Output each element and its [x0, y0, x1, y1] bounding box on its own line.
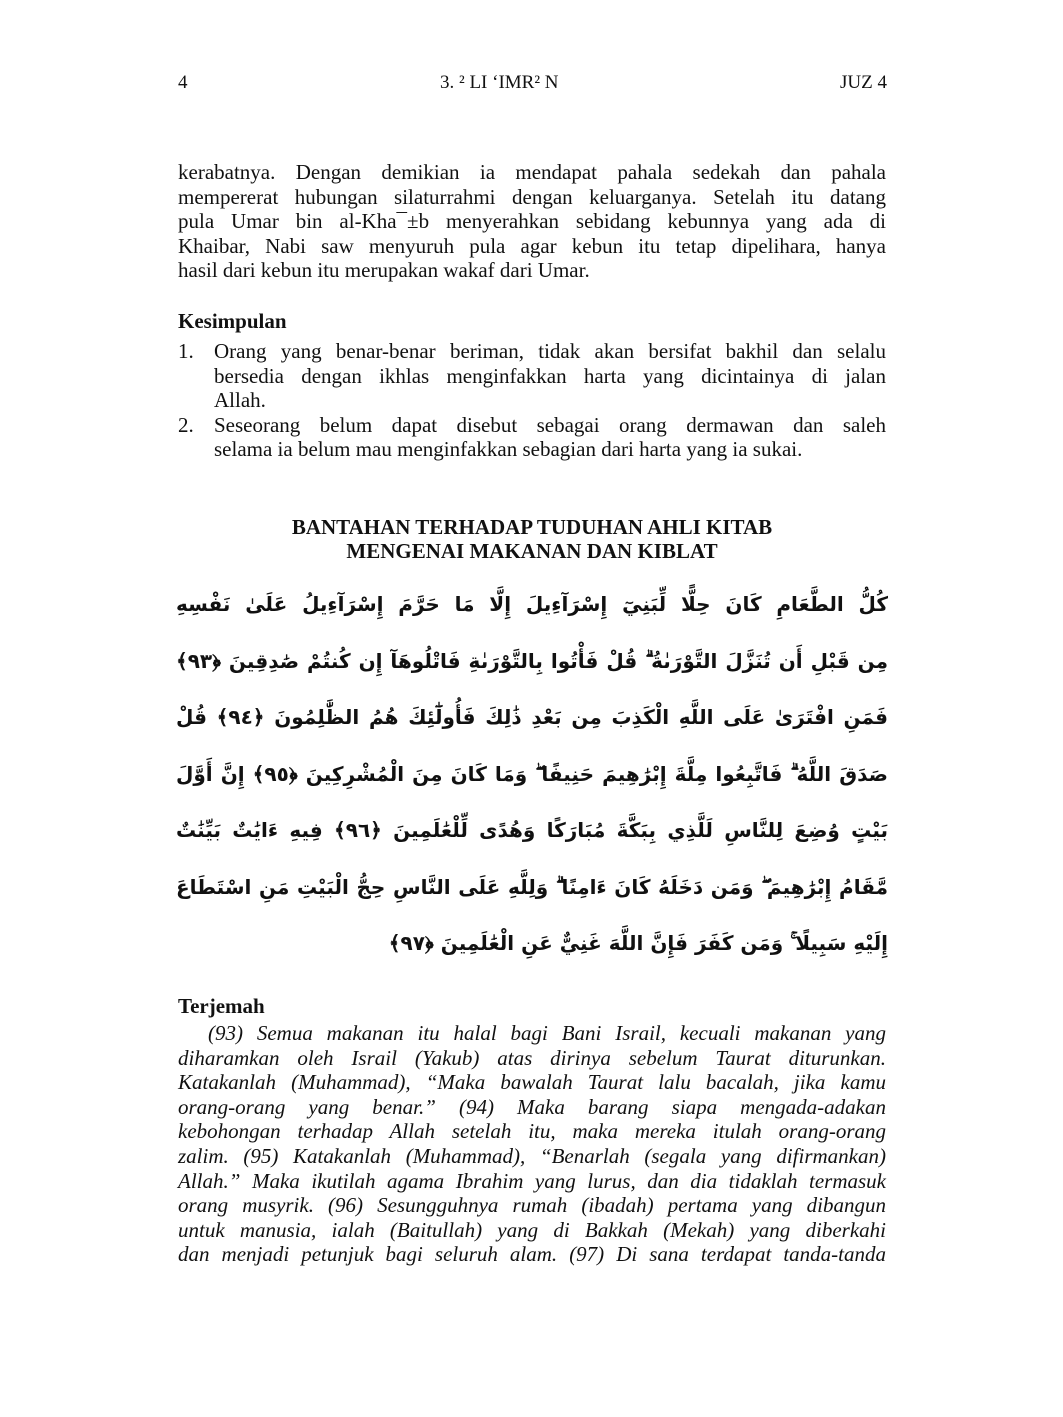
text-line: orang-orang yang benar.” (94) Maka barang siapa mengada-adakan — [178, 1094, 886, 1119]
list-number: 1. — [178, 339, 194, 363]
arabic-line: صَدَقَ اللَّهُ ۗ فَاتَّبِعُوا مِلَّةَ إِبْرَٰهِيمَ حَنِيفًا ۖ وَمَا كَانَ مِنَ الْمُشْرِكِينَ ﴿٩٥﴾ إِنَّ أَوَّلَ — [176, 761, 888, 786]
text-line: Allah.” Maka ikutilah agama Ibrahim yang lurus, dan dia tidaklah termasuk — [178, 1168, 886, 1193]
intro-paragraph — [178, 160, 886, 283]
arabic-line: إِلَيْهِ سَبِيلًا ۚ وَمَن كَفَرَ فَإِنَّ اللَّهَ غَنِيٌّ عَنِ الْعَٰلَمِينَ ﴿٩٧﴾ — [388, 931, 888, 955]
text-line: Seseorang belum dapat disebut sebagai orang dermawan dan saleh — [214, 412, 886, 437]
arabic-line: فَمَنِ افْتَرَىٰ عَلَى اللَّهِ الْكَذِبَ مِن بَعْدِ ذَٰلِكَ فَأُولَٰٓئِكَ هُمُ الظَّٰلِمُونَ ﴿٩٤﴾ قُلْ — [176, 705, 888, 729]
text-line: diharamkan oleh Israil (Yakub) atas dirinya sebelum Taurat diturunkan. — [178, 1045, 886, 1070]
translation-paragraph — [178, 1021, 886, 1267]
running-header-juz: JUZ 4 — [840, 72, 887, 93]
translation-heading: Terjemah — [178, 994, 265, 1018]
text-line: orang musyrik. (96) Sesungguhnya rumah (ibadah) pertama yang dibangun — [178, 1193, 886, 1218]
text-line: kerabatnya. Dengan demikian ia mendapat pahala sedekah dan pahala — [178, 160, 886, 184]
conclusion-heading: Kesimpulan — [178, 309, 287, 333]
text-line: Allah. — [214, 388, 266, 413]
text-line: dan menjadi petunjuk bagi seluruh alam. (97) Di sana terdapat tanda-tanda — [178, 1242, 886, 1267]
text-line: (93) Semua makanan itu halal bagi Bani Israil, kecuali makanan yang — [208, 1021, 886, 1045]
arabic-verses — [176, 576, 888, 972]
list-number: 2. — [178, 412, 194, 437]
text-line: untuk manusia, ialah (Baitullah) yang di Bakkah (Mekah) yang diberkahi — [178, 1217, 886, 1242]
page-number: 4 — [178, 72, 188, 93]
text-line: hasil dari kebun itu merupakan wakaf dari Umar. — [178, 258, 590, 283]
section-title-line: MENGENAI MAKANAN DAN KIBLAT — [346, 539, 718, 563]
text-line: Katakanlah (Muhammad), “Maka bawalah Taurat lalu bacalah, jika kamu — [178, 1070, 886, 1095]
list-item — [178, 339, 886, 413]
arabic-line: مِن قَبْلِ أَن تُنَزَّلَ التَّوْرَىٰةُ ۗ قُلْ فَأْتُوا بِالتَّوْرَىٰةِ فَاتْلُوهَآ إِن كُنتُمْ صَٰدِقِينَ ﴿٩٣﴾ — [176, 648, 888, 673]
text-line: pula Umar bin al-Kha¯±b menyerahkan sebidang kebunnya yang ada di — [178, 209, 886, 234]
conclusion-list — [178, 339, 886, 462]
text-line: Orang yang benar-benar beriman, tidak akan bersifat bakhil dan selalu — [214, 339, 886, 363]
arabic-line: كُلُّ الطَّعَامِ كَانَ حِلًّا لِّبَنِيٓ إِسْرَآءِيلَ إِلَّا مَا حَرَّمَ إِسْرَآءِيلُ عَلَىٰ نَفْسِهِ — [176, 592, 888, 616]
list-item — [178, 413, 886, 462]
text-line: mempererat hubungan silaturrahmi dengan keluarganya. Setelah itu datang — [178, 184, 886, 209]
text-line: zalim. (95) Katakanlah (Muhammad), “Benarlah (segala yang difirmankan) — [178, 1143, 886, 1168]
section-title — [178, 515, 886, 563]
arabic-line: بَيْتٍ وُضِعَ لِلنَّاسِ لَلَّذِي بِبَكَّةَ مُبَارَكًا وَهُدًى لِّلْعَٰلَمِينَ ﴿٩٦﴾ فِيهِ ءَايَٰتٌ بَيِّنَٰتٌ — [176, 818, 888, 842]
arabic-line: مَّقَامُ إِبْرَٰهِيمَ ۖ وَمَن دَخَلَهُ كَانَ ءَامِنًا ۗ وَلِلَّهِ عَلَى النَّاسِ حِجُّ الْبَيْتِ مَنِ اسْتَطَاعَ — [176, 874, 888, 899]
text-line: kebohongan terhadap Allah setelah itu, maka mereka itulah orang-orang — [178, 1119, 886, 1144]
text-line: bersedia dengan ikhlas menginfakkan harta yang dicintainya di jalan — [214, 363, 886, 388]
text-line: Khaibar, Nabi saw menyuruh pula agar kebun itu tetap dipelihara, hanya — [178, 233, 886, 258]
text-line: selama ia belum mau menginfakkan sebagian dari harta yang ia sukai. — [214, 437, 803, 462]
section-title-line: BANTAHAN TERHADAP TUDUHAN AHLI KITAB — [291, 515, 773, 539]
running-header-surah: 3. ² LI ‘IMR² N — [440, 72, 559, 93]
